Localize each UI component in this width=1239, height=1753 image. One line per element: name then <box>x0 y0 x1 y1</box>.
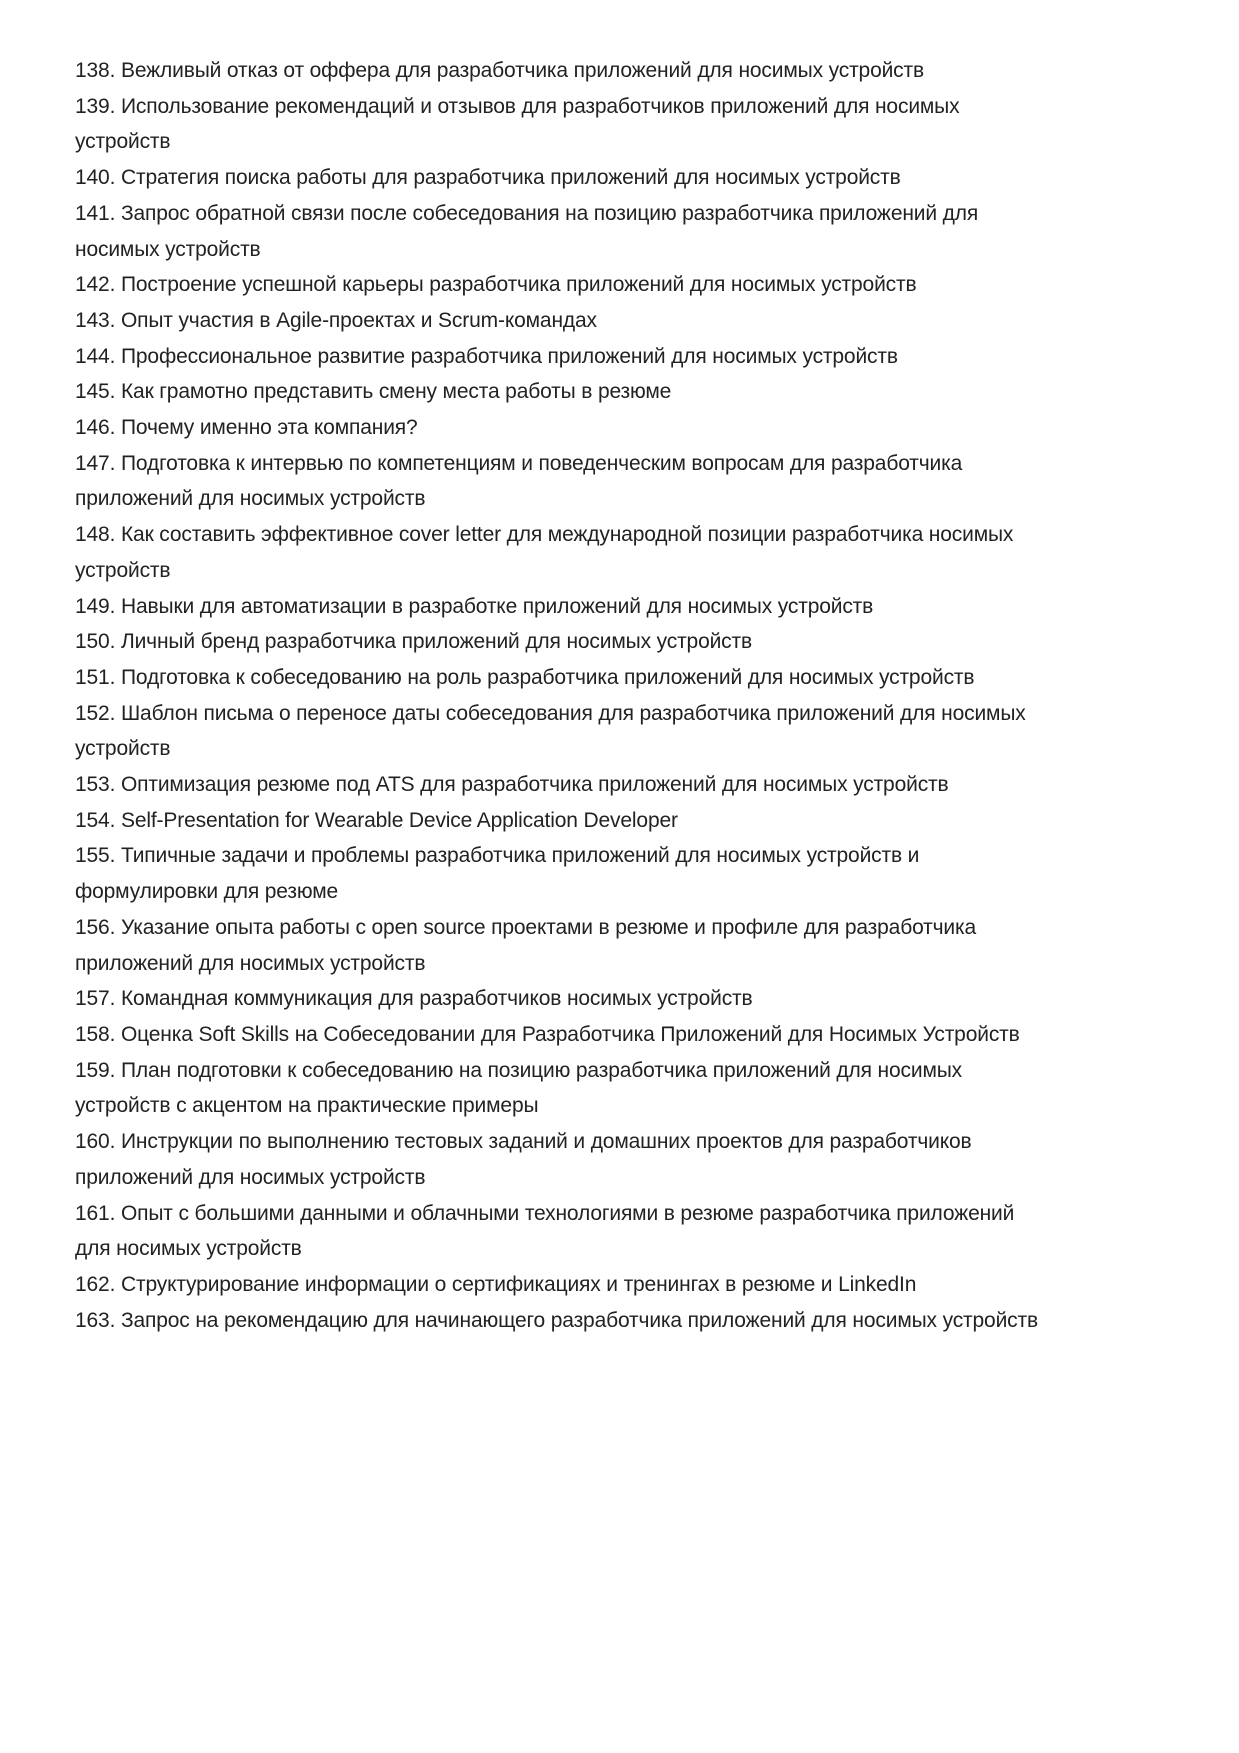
list-item: 144. Профессиональное развитие разработчика приложений для носимых устройств <box>75 344 898 368</box>
list-item: 153. Оптимизация резюме под ATS для разработчика приложений для носимых устройств <box>75 773 949 797</box>
list-item: 143. Опыт участия в Agile-проектах и Scrum-командах <box>75 308 597 332</box>
list-item: 152. Шаблон письма о переносе даты собеседования для разработчика приложений для носимых устройств <box>75 701 1026 761</box>
list-item: 162. Структурирование информации о сертификациях и тренингах в резюме и LinkedIn <box>75 1272 917 1296</box>
list-item: 158. Оценка Soft Skills на Собеседовании для Разработчика Приложений для Носимых Устройств <box>75 1022 1020 1046</box>
list-item: 151. Подготовка к собеседованию на роль разработчика приложений для носимых устройств <box>75 665 975 689</box>
list-item: 148. Как составить эффективное cover letter для международной позиции разработчика носимых устройств <box>75 523 1014 582</box>
list-item: 139. Использование рекомендаций и отзывов для разработчиков приложений для носимых устройств <box>75 94 960 154</box>
list-item: 141. Запрос обратной связи после собеседования на позицию разработчика приложений для носимых устройств <box>75 201 979 261</box>
list-item: 138. Вежливый отказ от оффера для разработчика приложений для носимых устройств <box>75 59 925 82</box>
list-item: 145. Как грамотно представить смену места работы в резюме <box>75 380 672 404</box>
list-item: 163. Запрос на рекомендацию для начинающего разработчика приложений для носимых устройств <box>75 1308 1038 1332</box>
list-item: 146. Почему именно эта компания? <box>75 416 418 440</box>
document-page <box>75 53 1040 1338</box>
list-item: 157. Командная коммуникация для разработчиков носимых устройств <box>75 987 753 1011</box>
list-item: 155. Типичные задачи и проблемы разработчика приложений для носимых устройств и формулировки для резюме <box>75 844 920 904</box>
list-item: 156. Указание опыта работы с open source проектами в резюме и профиле для разработчика приложений для носимых устройств <box>75 915 977 975</box>
list-item: 161. Опыт с большими данными и облачными технологиями в резюме разработчика приложений для носимых устройств <box>75 1201 1015 1261</box>
list-item: 160. Инструкции по выполнению тестовых заданий и домашних проектов для разработчиков приложений для носимых устройств <box>75 1130 972 1189</box>
list-item: 159. План подготовки к собеседованию на позицию разработчика приложений для носимых устройств с акцентом на практические примеры <box>75 1058 963 1118</box>
list-item: 142. Построение успешной карьеры разработчика приложений для носимых устройств <box>75 273 917 297</box>
list-item: 140. Стратегия поиска работы для разработчика приложений для носимых устройств <box>75 166 901 190</box>
list-item: 154. Self-Presentation for Wearable Device Application Developer <box>75 808 678 832</box>
list-item: 150. Личный бренд разработчика приложений для носимых устройств <box>75 630 753 654</box>
list-item: 147. Подготовка к интервью по компетенциям и поведенческим вопросам для разработчика приложений для носимых устройств <box>75 451 963 511</box>
list-item: 149. Навыки для автоматизации в разработке приложений для носимых устройств <box>75 594 874 618</box>
